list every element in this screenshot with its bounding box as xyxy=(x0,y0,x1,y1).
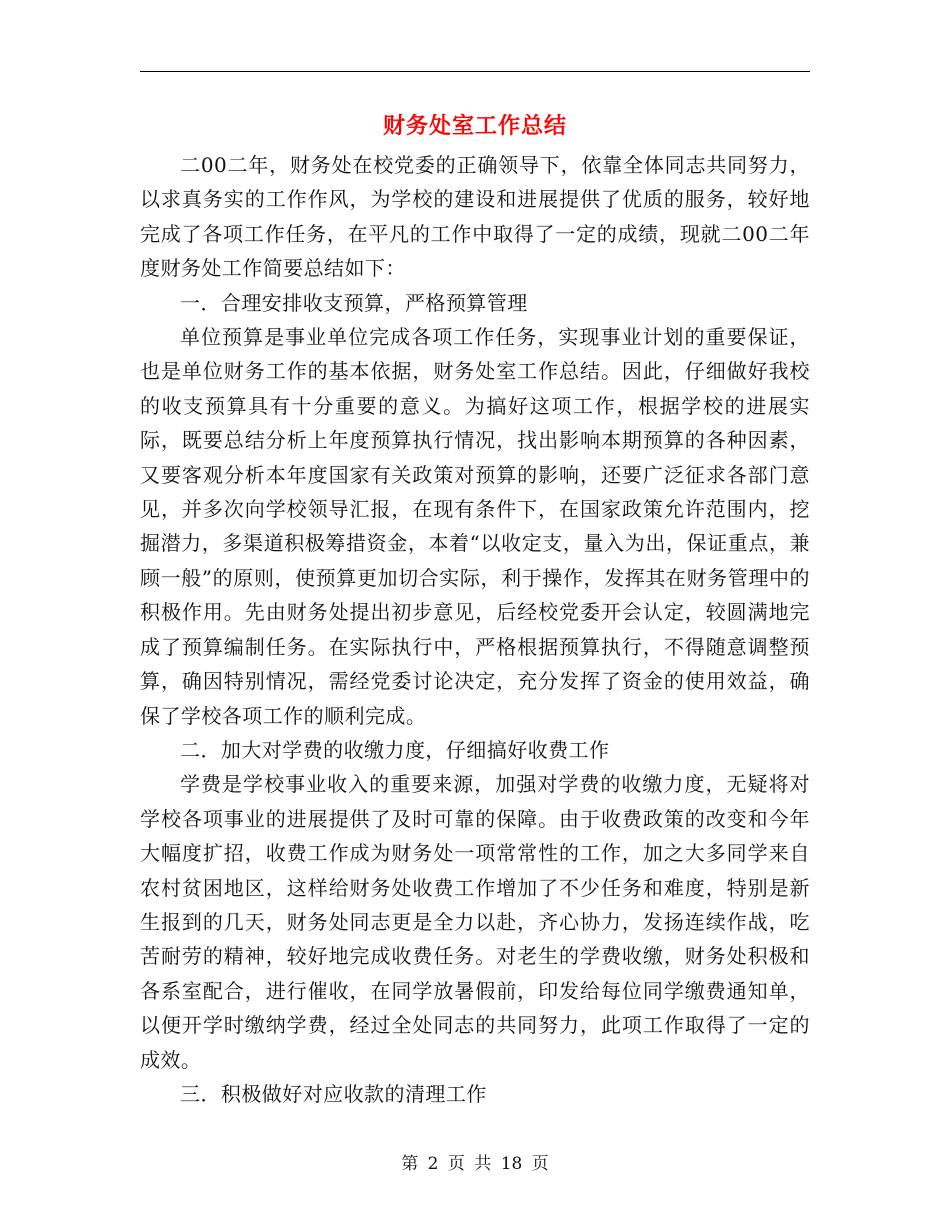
section-heading-1: 一．合理安排收支预算，严格预算管理 xyxy=(180,290,528,315)
paragraph-intro: 二00二年，财务处在校党委的正确领导下，依靠全体同志共同努力，以求真务实的工作作风，为学校的建设和进展提供了优质的服务，较好地完成了各项工作任务，在平凡的工作中取得了一定的成绩，现就二00二年度财务处工作简要总结如下： xyxy=(140,153,810,281)
paragraph-budget: 单位预算是事业单位完成各项工作任务，实现事业计划的重要保证，也是单位财务工作的基本依据，财务处室工作总结。因此，仔细做好我校的收支预算具有十分重要的意义。为搞好这项工作，根据学校的进展实际，既要总结分析上年度预算执行情况，找出影响本期预算的各种因素，又要客观分析本年度国家有关政策对预算的影响，还要广泛征求各部门意见，并多次向学校领导汇报，在现有条件下，在国家政策允许范围内，挖掘潜力，多渠道积极筹措资金，本着“以收定支，量入为出，保证重点，兼顾一般”的原则，使预算更加切合实际，利于操作，发挥其在财务管理中的积极作用。先由财务处提出初步意见，后经校党委开会认定，较圆满地完成了预算编制任务。在实际执行中，严格根据预算执行，不得随意调整预算，确因特别情况，需经党委讨论决定，充分发挥了资金的使用效益，确保了学校各项工作的顺利完成。 xyxy=(140,325,810,728)
section-heading-3: 三．积极做好对应收款的清理工作 xyxy=(180,1081,487,1106)
paragraph-tuition: 学费是学校事业收入的重要来源，加强对学费的收缴力度，无疑将对学校各项事业的进展提供了及时可靠的保障。由于收费政策的改变和今年大幅度扩招，收费工作成为财务处一项常常性的工作，加之大多同学来自农村贫困地区，这样给财务处收费工作增加了不少任务和难度，特别是新生报到的几天，财务处同志更是全力以赴，齐心协力，发扬连续作战，吃苦耐劳的精神，较好地完成收费任务。对老生的学费收缴，财务处积极和各系室配合，进行催收，在同学放暑假前，印发给每位同学缴费通知单，以便开学时缴纳学费，经过全处同志的共同努力，此项工作取得了一定的成效。 xyxy=(140,772,810,1072)
document-title: 财务处室工作总结 xyxy=(382,113,567,139)
header-rule xyxy=(140,71,810,72)
section-heading-2: 二．加大对学费的收缴力度，仔细搞好收费工作 xyxy=(180,737,610,762)
page-footer: 第 2 页 共 18 页 xyxy=(401,1154,549,1174)
document-body xyxy=(140,148,810,1111)
